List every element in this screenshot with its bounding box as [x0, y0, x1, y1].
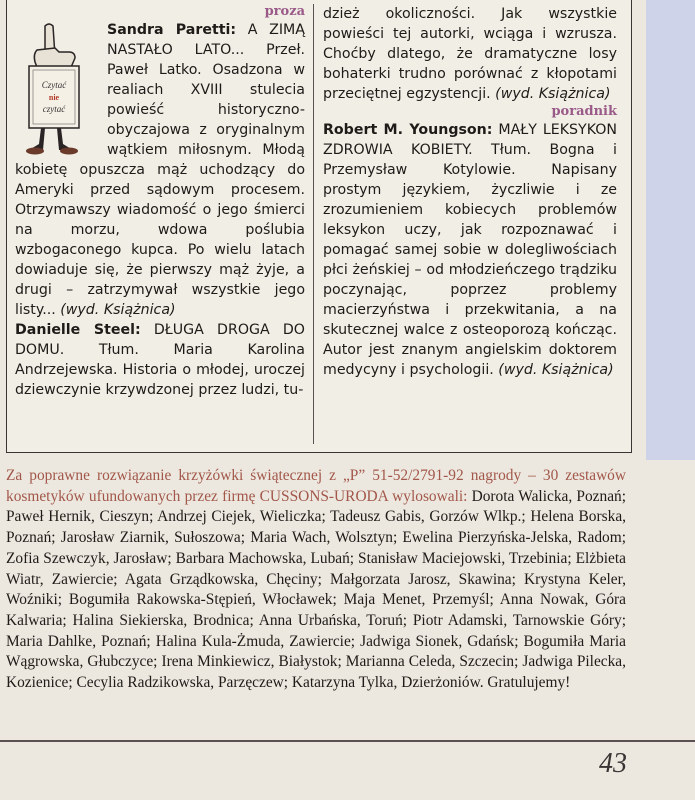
review-text: MAŁY LEKSYKON ZDROWIA KOBIETY. Tłum. Bogna i Przemysław Kotylowie. Napisany prostym językiem, życzliwie i ze zrozumieniem kobiecych problemów leksykon uczy, jak rozpoznawać i pomagać samej sobie w dolegliwościach płci żeńskiej – od młodzieńczego trądziku poczynając, poprzez problemy macierzyństwa i przekwitania, a na skutecznej walce z osteoporozą kończąc. Autor jest znanym angielskim doktorem medycyny i psychologii. [323, 122, 617, 378]
page-frame-edge [646, 0, 695, 460]
icon-text-bottom: czytać [42, 104, 66, 114]
review-publisher: (wyd. Książnica) [490, 86, 611, 102]
right-column [323, 4, 617, 380]
review-publisher: (wyd. Książnica) [55, 302, 176, 318]
category-label-poradnik: poradnik [551, 104, 617, 119]
prize-lead: Za poprawne rozwiązanie krzyżówki świątecznej z „P” 51-52/2791-92 nagrody – 30 zestawów kosmetyków ufundowanych przez firmę CUSSONS-URODA wylosowali: [6, 467, 626, 505]
review-youngson [323, 120, 617, 380]
review-steel-continued [323, 4, 617, 104]
icon-text-top: Czytać [41, 80, 67, 90]
review-publisher: (wyd. Książnica) [493, 362, 614, 378]
review-steel [15, 320, 305, 400]
icon-text-mid: nie [48, 93, 60, 102]
crossword-prize-announcement [6, 466, 626, 694]
read-or-not-icon [11, 20, 101, 158]
bottom-rule [0, 740, 695, 742]
review-author: Sandra Paretti: [107, 22, 237, 38]
review-author: Danielle Steel: [15, 322, 141, 338]
left-column [15, 4, 305, 400]
book-reviews-box [6, 0, 632, 453]
review-author: Robert M. Youngson: [323, 122, 493, 138]
prize-winners: Dorota Walicka, Poznań; Paweł Hernik, Cieszyn; Andrzej Ciejek, Wieliczka; Tadeusz Gabis, Gorzów Wlkp.; Helena Borska, Poznań; Jarosław Ziarnik, Sułoszowa; Maria Wach, Wolsztyn; Ewelina Pierzyńska-Jelska, Radom; Zofia Szewczyk, Jarosław; Barbara Machowska, Lubań; Stanisław Maciejowski, Trzebinia; Elżbieta Wiatr, Zawiercie; Agata Grządkowska, Chęciny; Małgorzata Jarosz, Skawina; Krystyna Keler, Woźniki; Bogumiła Rakowska-Stępień, Włocławek; Maja Menet, Przemyśl; Anna Nowak, Góra Kalwaria; Halina Siekierska, Brodnica; Anna Urbańska, Toruń; Piotr Adamski, Tarnowskie Góry; Maria Dahlke, Poznań; Halina Kula-Żmuda, Zawiercie; Jadwiga Sionek, Gdańsk; Bogumiła Maria Wągrowska, Głubczyce; Irena Minkiewicz, Białystok; Marianna Celeda, Szczecin; Jadwiga Pilecka, Kozienice; Cecylia Radzikowska, Parzęczew; Katarzyna Tylka, Dzierżoniów. Gratulujemy! [6, 487, 626, 692]
category-label-proza: proza [264, 4, 305, 19]
review-text: dzież okoliczności. Jak wszystkie powieści tej autorki, wciąga i wzrusza. Choćby dlatego, że dramatyczne losy bohaterki trudno porównać z kłopotami przeciętnej egzystencji. [323, 6, 617, 102]
review-text: A ZIMĄ NASTAŁO LATO... Przeł. Paweł Latko. Osadzona w realiach XVIII stulecia powieść historyczno-obyczajowa z oryginalnym wątkiem miłosnym. Młodą kobietę opuszcza mąż uchodzący do Ameryki przed sądowym procesem. Otrzymawszy wiadomość o jego śmierci na morzu, wdowa poślubia wzbogaconego kupca. Po wielu latach dowiaduje się, że pierwszy mąż żyje, a drugi – zatrzymywał wszystkie jego listy... [15, 22, 306, 318]
column-divider [313, 4, 314, 444]
review-text: DŁUGA DROGA DO DOMU. Tłum. Maria Karolina Andrzejewska. Historia o młodej, uroczej dziewczynie krzywdzonej przez ludzi, tu- [15, 322, 305, 398]
page-number: 43 [599, 748, 627, 779]
